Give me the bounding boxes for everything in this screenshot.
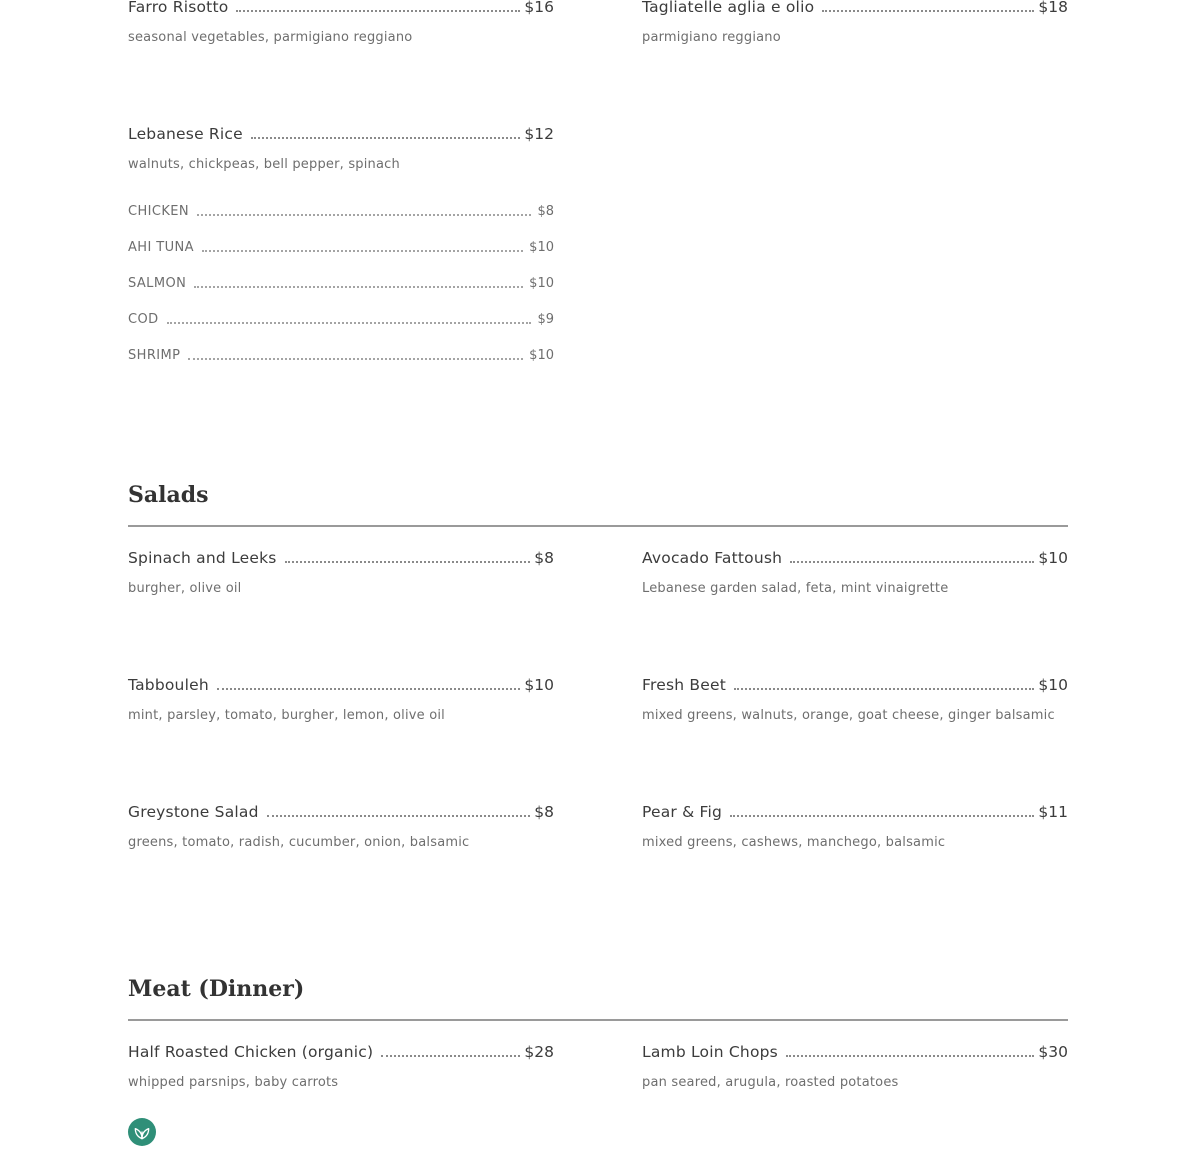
item-name: Tabbouleh <box>128 676 209 694</box>
dot-leader <box>734 687 1034 690</box>
item-name: Avocado Fattoush <box>642 549 783 567</box>
menu-item-tabbouleh <box>128 672 554 723</box>
item-price: $10 <box>1038 676 1068 694</box>
menu-item-half-roasted-chicken <box>128 1039 554 1090</box>
dot-leader <box>786 1054 1034 1057</box>
menu-item-lamb-loin-chops <box>642 1039 1068 1090</box>
menu-item-lebanese-rice <box>128 121 554 172</box>
item-name: Greystone Salad <box>128 803 259 821</box>
item-description: parmigiano reggiano <box>642 30 781 45</box>
section-title-salads: Salads <box>128 482 209 508</box>
item-description: mixed greens, cashews, manchego, balsamic <box>642 835 946 850</box>
item-description: walnuts, chickpeas, bell pepper, spinach <box>128 157 400 172</box>
dot-leader <box>822 9 1034 12</box>
dot-leader <box>167 321 532 324</box>
item-price: $8 <box>534 549 554 567</box>
item-description: pan seared, arugula, roasted potatoes <box>642 1075 899 1090</box>
item-name: Spinach and Leeks <box>128 549 277 567</box>
item-description: mixed greens, walnuts, orange, goat cheese, ginger balsamic <box>642 708 1055 723</box>
addon-shrimp <box>128 345 554 363</box>
menu-item-avocado-fattoush <box>642 545 1068 596</box>
addon-price: $10 <box>529 276 554 291</box>
item-name: Half Roasted Chicken (organic) <box>128 1043 374 1061</box>
leaf-icon <box>128 1118 156 1146</box>
addon-cod <box>128 309 554 327</box>
menu-item-spinach-leeks <box>128 545 554 596</box>
menu-item-greystone-salad <box>128 799 554 850</box>
item-price: $12 <box>524 125 554 143</box>
menu-item-pear-fig <box>642 799 1068 850</box>
item-description: greens, tomato, radish, cucumber, onion, balsamic <box>128 835 470 850</box>
addon-name: AHI TUNA <box>128 240 194 255</box>
item-price: $10 <box>1038 549 1068 567</box>
dot-leader <box>202 249 523 252</box>
item-name: Fresh Beet <box>642 676 726 694</box>
item-price: $18 <box>1038 0 1068 16</box>
item-name: Farro Risotto <box>128 0 229 16</box>
dot-leader <box>285 560 531 563</box>
dot-leader <box>194 285 523 288</box>
dot-leader <box>217 687 521 690</box>
addon-name: SALMON <box>128 276 187 291</box>
section-divider <box>128 525 1068 527</box>
item-description: whipped parsnips, baby carrots <box>128 1075 339 1090</box>
dot-leader <box>381 1054 520 1057</box>
addon-salmon <box>128 273 554 291</box>
item-price: $16 <box>524 0 554 16</box>
addon-price: $8 <box>537 204 554 219</box>
addon-price: $10 <box>529 348 554 363</box>
item-name: Pear & Fig <box>642 803 723 821</box>
item-description: Lebanese garden salad, feta, mint vinaigrette <box>642 581 949 596</box>
item-price: $30 <box>1038 1043 1068 1061</box>
item-description: seasonal vegetables, parmigiano reggiano <box>128 30 413 45</box>
addon-price: $9 <box>537 312 554 327</box>
dot-leader <box>730 814 1034 817</box>
dot-leader <box>188 357 523 360</box>
item-price: $28 <box>524 1043 554 1061</box>
addon-price: $10 <box>529 240 554 255</box>
item-description: burgher, olive oil <box>128 581 242 596</box>
dot-leader <box>197 213 531 216</box>
addon-name: CHICKEN <box>128 204 190 219</box>
section-divider <box>128 1019 1068 1021</box>
item-name: Lebanese Rice <box>128 125 243 143</box>
menu-item-fresh-beet <box>642 672 1068 723</box>
dot-leader <box>790 560 1034 563</box>
menu-item-tagliatelle <box>642 0 1068 45</box>
dot-leader <box>236 9 520 12</box>
item-price: $8 <box>534 803 554 821</box>
addon-name: SHRIMP <box>128 348 181 363</box>
item-description: mint, parsley, tomato, burgher, lemon, olive oil <box>128 708 445 723</box>
menu-item-farro-risotto <box>128 0 554 45</box>
addon-chicken <box>128 201 554 219</box>
section-title-meat: Meat (Dinner) <box>128 976 305 1002</box>
item-name: Tagliatelle aglia e olio <box>642 0 815 16</box>
addon-ahi-tuna <box>128 237 554 255</box>
item-price: $11 <box>1038 803 1068 821</box>
dot-leader <box>251 136 521 139</box>
item-name: Lamb Loin Chops <box>642 1043 778 1061</box>
addon-name: COD <box>128 312 159 327</box>
dot-leader <box>267 814 531 817</box>
item-price: $10 <box>524 676 554 694</box>
